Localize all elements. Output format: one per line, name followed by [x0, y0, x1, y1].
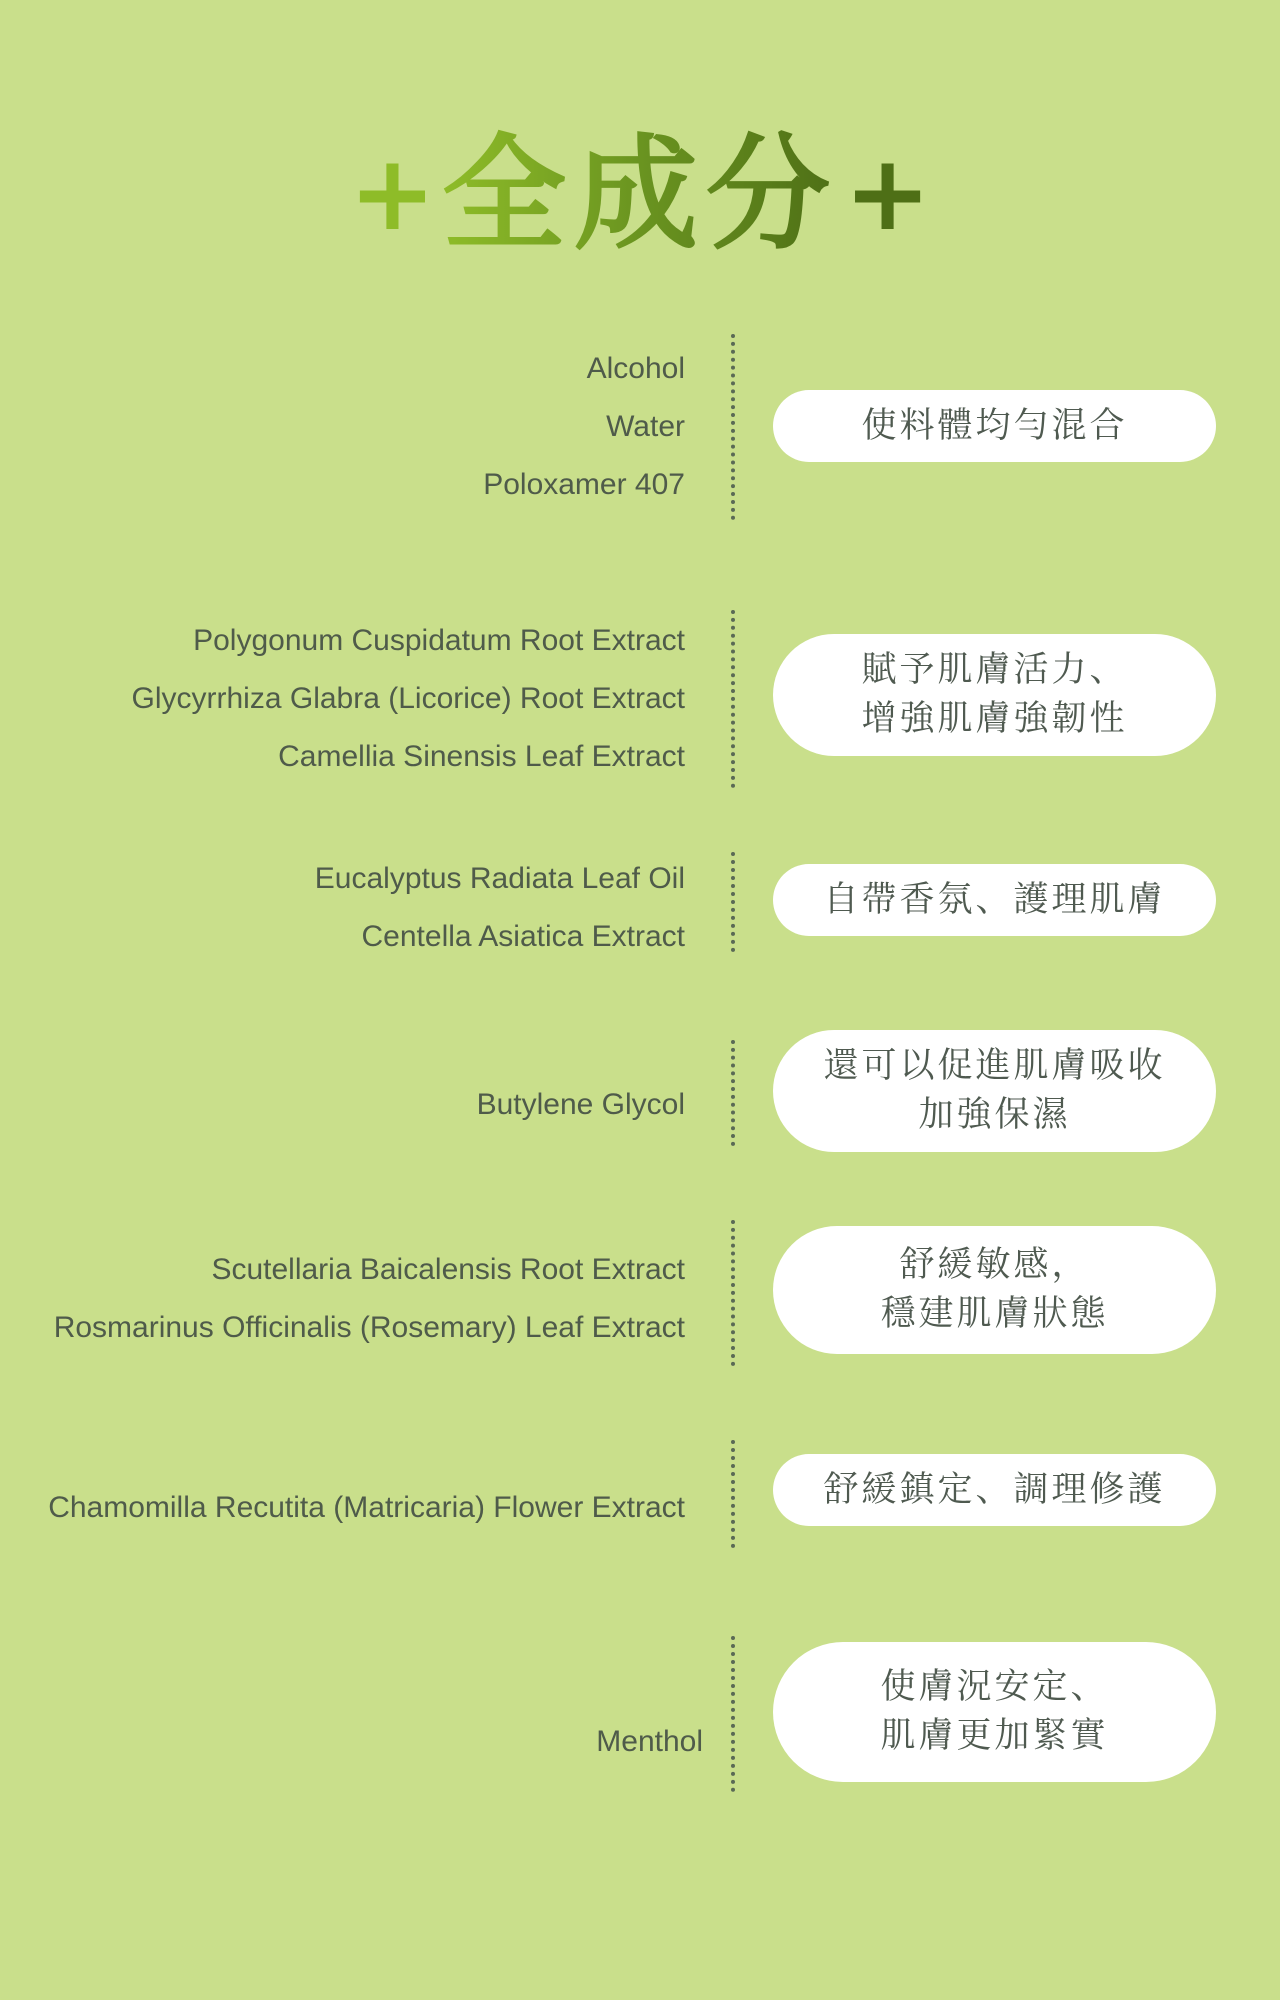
- ingredient-name: Butylene Glycol: [476, 1088, 685, 1121]
- ingredient-group-3: [0, 852, 1280, 952]
- benefit-text: 自帶香氛、護理肌膚: [823, 879, 1166, 920]
- ingredient-list: [132, 610, 685, 788]
- ingredient-name: Poloxamer 407: [483, 468, 685, 501]
- dotted-divider: [731, 1636, 735, 1792]
- dotted-divider: [731, 1220, 735, 1366]
- ingredient-group-7: [0, 1636, 1280, 1792]
- benefit-pill: [773, 390, 1216, 462]
- ingredient-list: [483, 334, 685, 520]
- dotted-divider: [731, 610, 735, 788]
- ingredient-group-2: [0, 610, 1280, 788]
- ingredient-name: Scutellaria Baicalensis Root Extract: [211, 1253, 685, 1286]
- ingredient-group-4: [0, 1040, 1280, 1146]
- benefit-text: 賦予肌膚活力、: [861, 650, 1128, 690]
- ingredient-name: Camellia Sinensis Leaf Extract: [278, 740, 685, 773]
- dotted-divider: [731, 334, 735, 520]
- ingredient-list: [315, 858, 685, 958]
- benefit-text: 使料體均勻混合: [861, 405, 1128, 446]
- ingredient-name: Chamomilla Recutita (Matricaria) Flower Extract: [48, 1491, 685, 1524]
- ingredient-group-6: [0, 1440, 1280, 1548]
- benefit-text: 使膚況安定、: [880, 1667, 1109, 1707]
- benefit-text: 還可以促進肌膚吸收: [823, 1046, 1166, 1086]
- ingredient-list: [48, 1454, 685, 1562]
- ingredient-name: Centella Asiatica Extract: [361, 920, 685, 953]
- benefit-text: 加強保濕: [918, 1095, 1071, 1135]
- benefit-pill: [773, 1454, 1216, 1526]
- ingredient-name: Polygonum Cuspidatum Root Extract: [193, 624, 685, 657]
- benefit-text: 穩建肌膚狀態: [880, 1294, 1109, 1334]
- dotted-divider: [731, 852, 735, 952]
- ingredient-group-5: [0, 1220, 1280, 1366]
- benefit-pill: [773, 1642, 1216, 1782]
- ingredient-list: [54, 1226, 685, 1372]
- ingredient-name: Menthol: [596, 1725, 703, 1758]
- dotted-divider: [731, 1440, 735, 1548]
- ingredient-name: Alcohol: [586, 352, 685, 385]
- ingredient-name: Eucalyptus Radiata Leaf Oil: [314, 862, 685, 895]
- ingredient-name: Rosmarinus Officinalis (Rosemary) Leaf Extract: [53, 1311, 685, 1344]
- page-title: [0, 118, 1280, 270]
- benefit-text: 舒緩敏感，: [899, 1245, 1090, 1285]
- title-text: 全成分: [442, 120, 838, 270]
- ingredient-list: [477, 1052, 685, 1158]
- ingredient-name: Glycyrrhiza Glabra (Licorice) Root Extract: [131, 682, 685, 715]
- benefit-pill: [773, 634, 1216, 756]
- ingredient-name: Water: [606, 410, 685, 443]
- benefit-text: 舒緩鎮定、調理修護: [823, 1469, 1166, 1510]
- title-plus-left: +: [348, 132, 436, 254]
- title-plus-right: +: [844, 132, 932, 254]
- benefit-text: 增強肌膚強韌性: [861, 699, 1128, 739]
- ingredient-list: [596, 1664, 703, 1820]
- ingredient-group-1: [0, 334, 1280, 520]
- benefit-pill: [773, 1226, 1216, 1354]
- benefit-text: 肌膚更加緊實: [880, 1716, 1109, 1756]
- dotted-divider: [731, 1040, 735, 1146]
- benefit-pill: [773, 1030, 1216, 1152]
- benefit-pill: [773, 864, 1216, 936]
